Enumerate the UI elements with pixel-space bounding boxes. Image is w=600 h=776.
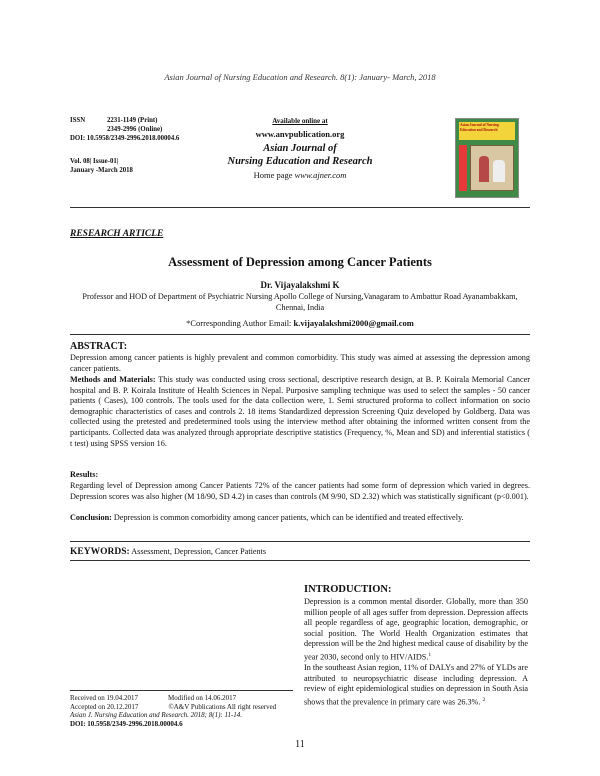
keywords bbox=[70, 547, 266, 557]
keywords-divider-bottom bbox=[70, 560, 530, 561]
publisher-website-link[interactable]: www.anvpublication.org bbox=[255, 129, 345, 139]
article-type: RESEARCH ARTICLE bbox=[70, 229, 164, 239]
modified-date: Modified on 14.06.2017 bbox=[168, 694, 237, 702]
corresponding-email[interactable]: k.vijayalakshmi2000@gmail.com bbox=[293, 318, 414, 328]
corresponding-label: *Corresponding Author Email: bbox=[186, 318, 292, 328]
footnote-block bbox=[70, 694, 276, 728]
abstract-divider bbox=[70, 334, 530, 335]
conclusion-text: Depression is common comorbidity among cancer patients, which can be identified and treated effectively. bbox=[113, 513, 464, 522]
rights-notice: ©A&V Publications All right reserved bbox=[168, 702, 277, 711]
methods-text: This study was conducted using cross sectional, descriptive research design, at B. P. Koirala Memorial Cancer hospital and B. P. Koirala Institute of Health Sciences in Nepal. Purposive sampling technique was used to select the samples - 50 cancer patients ( Cases), 100 controls. The tools used for the data collection were, 1. Semi structured proforma to collect information on socio demographic characteristics of cases and controls 2. 18 items Standardized depression Screening Quiz developed by Goldberg. Data was collected using the pretested and predetermined tools using the interview method after obtaining the informed written consent from the participants. Collected data was analyzed through appropriate descriptive statistics (Frequency, %, Mean and SD) and inferential statistics ( t test) using SPSS version 16. bbox=[70, 375, 530, 448]
cover-title: Asian Journal of Nursing Education and Research bbox=[459, 122, 515, 140]
footnote-divider bbox=[70, 690, 293, 691]
volume-block bbox=[70, 157, 133, 175]
running-header: Asian Journal of Nursing Education and Research. 8(1): January- March, 2018 bbox=[164, 72, 436, 82]
abstract-intro: Depression among cancer patients is highly prevalent and common comorbidity. This study was aimed at assessing the depression among cancer patients. bbox=[70, 353, 530, 373]
keywords-label: KEYWORDS: bbox=[70, 547, 130, 557]
journal-cover-image bbox=[455, 118, 519, 198]
results-label: Results: bbox=[70, 470, 99, 479]
abstract-conclusion bbox=[70, 513, 530, 524]
received-date: Received on 19.04.2017 bbox=[70, 694, 139, 702]
issn-print: 2231‑1149 (Print) bbox=[107, 117, 158, 124]
volume-issue: Vol. 08| Issue-01| bbox=[70, 158, 119, 165]
citation-2: 2 bbox=[482, 697, 486, 704]
cover-spine bbox=[459, 145, 467, 191]
issn-online: 2349-2996 (Online) bbox=[107, 126, 163, 133]
conclusion-label: Conclusion: bbox=[70, 513, 112, 522]
abstract-heading: ABSTRACT: bbox=[70, 341, 128, 352]
introduction-para-1: Depression is a common mental disorder. Globally, more than 350 million people of all ages suffer from depression. Depression affects all people regardless of age, geographic location, demographic, or social position. The World Health Organization estimates that depression will be the 2nd highest medical cause of disability by the year 2030, second only to HIV/AIDS. bbox=[304, 597, 528, 662]
journal-title bbox=[195, 142, 405, 168]
cover-figure-1 bbox=[479, 156, 489, 182]
issn-label: ISSN bbox=[70, 117, 86, 124]
issue-period: January -March 2018 bbox=[70, 167, 133, 174]
keywords-text: Assessment, Depression, Cancer Patients bbox=[131, 547, 267, 556]
methods-label: Methods and Materials: bbox=[70, 375, 156, 384]
journal-title-line-2: Nursing Education and Research bbox=[227, 156, 373, 167]
author-name: Dr. Vijayalakshmi K bbox=[260, 280, 340, 290]
available-online-label: Available online at bbox=[272, 117, 328, 125]
journal-title-line-1: Asian Journal of bbox=[263, 143, 337, 154]
homepage-link[interactable]: www.ajner.com bbox=[294, 170, 347, 180]
cover-photo bbox=[470, 145, 514, 191]
corresponding-author bbox=[0, 318, 600, 328]
cover-figure-2 bbox=[493, 160, 505, 182]
header-divider bbox=[70, 207, 530, 208]
introduction-para-2: In the southeast Asian region, 11% of DALYs and 27% of YLDs are attributed to neuropsychiatric disease including depression. A review of eight epidemiological studies on depression in South Asia shows that the prevalence in primary care was 26.3%. bbox=[304, 663, 528, 707]
homepage-label: Home page bbox=[253, 170, 293, 180]
footnote-doi: DOI: 10.5958/2349-2996.2018.00004.6 bbox=[70, 719, 183, 728]
introduction-text bbox=[304, 597, 528, 708]
doi-header: DOI: 10.5958/2349-2996.2018.00004.6 bbox=[70, 135, 180, 142]
results-text: Regarding level of Depression among Cancer Patients 72% of the cancer patients had some form of depression which varied in degrees. Depression scores was also higher (M 18/90, SD 4.2) in cases than controls (M 9/90, SD 2.32) which was statistically significant (p<0.001). bbox=[70, 481, 530, 501]
paper-title: Assessment of Depression among Cancer Patients bbox=[168, 255, 432, 269]
accepted-date: Accepted on 20.12.2017 bbox=[70, 702, 139, 711]
abstract-methods bbox=[70, 375, 530, 449]
citation-line: Asian J. Nursing Education and Research. 2018; 8(1): 11-14. bbox=[70, 711, 243, 720]
page-number: 11 bbox=[295, 739, 305, 750]
keywords-divider-top bbox=[70, 541, 530, 542]
homepage-line bbox=[195, 170, 405, 180]
issn-block bbox=[70, 116, 179, 143]
author-affiliation: Professor and HOD of Department of Psychiatric Nursing Apollo College of Nursing,Vanagaram to Ambattur Road Ayanambakkam, Chennai, India bbox=[82, 292, 518, 312]
citation-1: 1 bbox=[428, 651, 432, 658]
introduction-heading: INTRODUCTION: bbox=[304, 584, 392, 595]
